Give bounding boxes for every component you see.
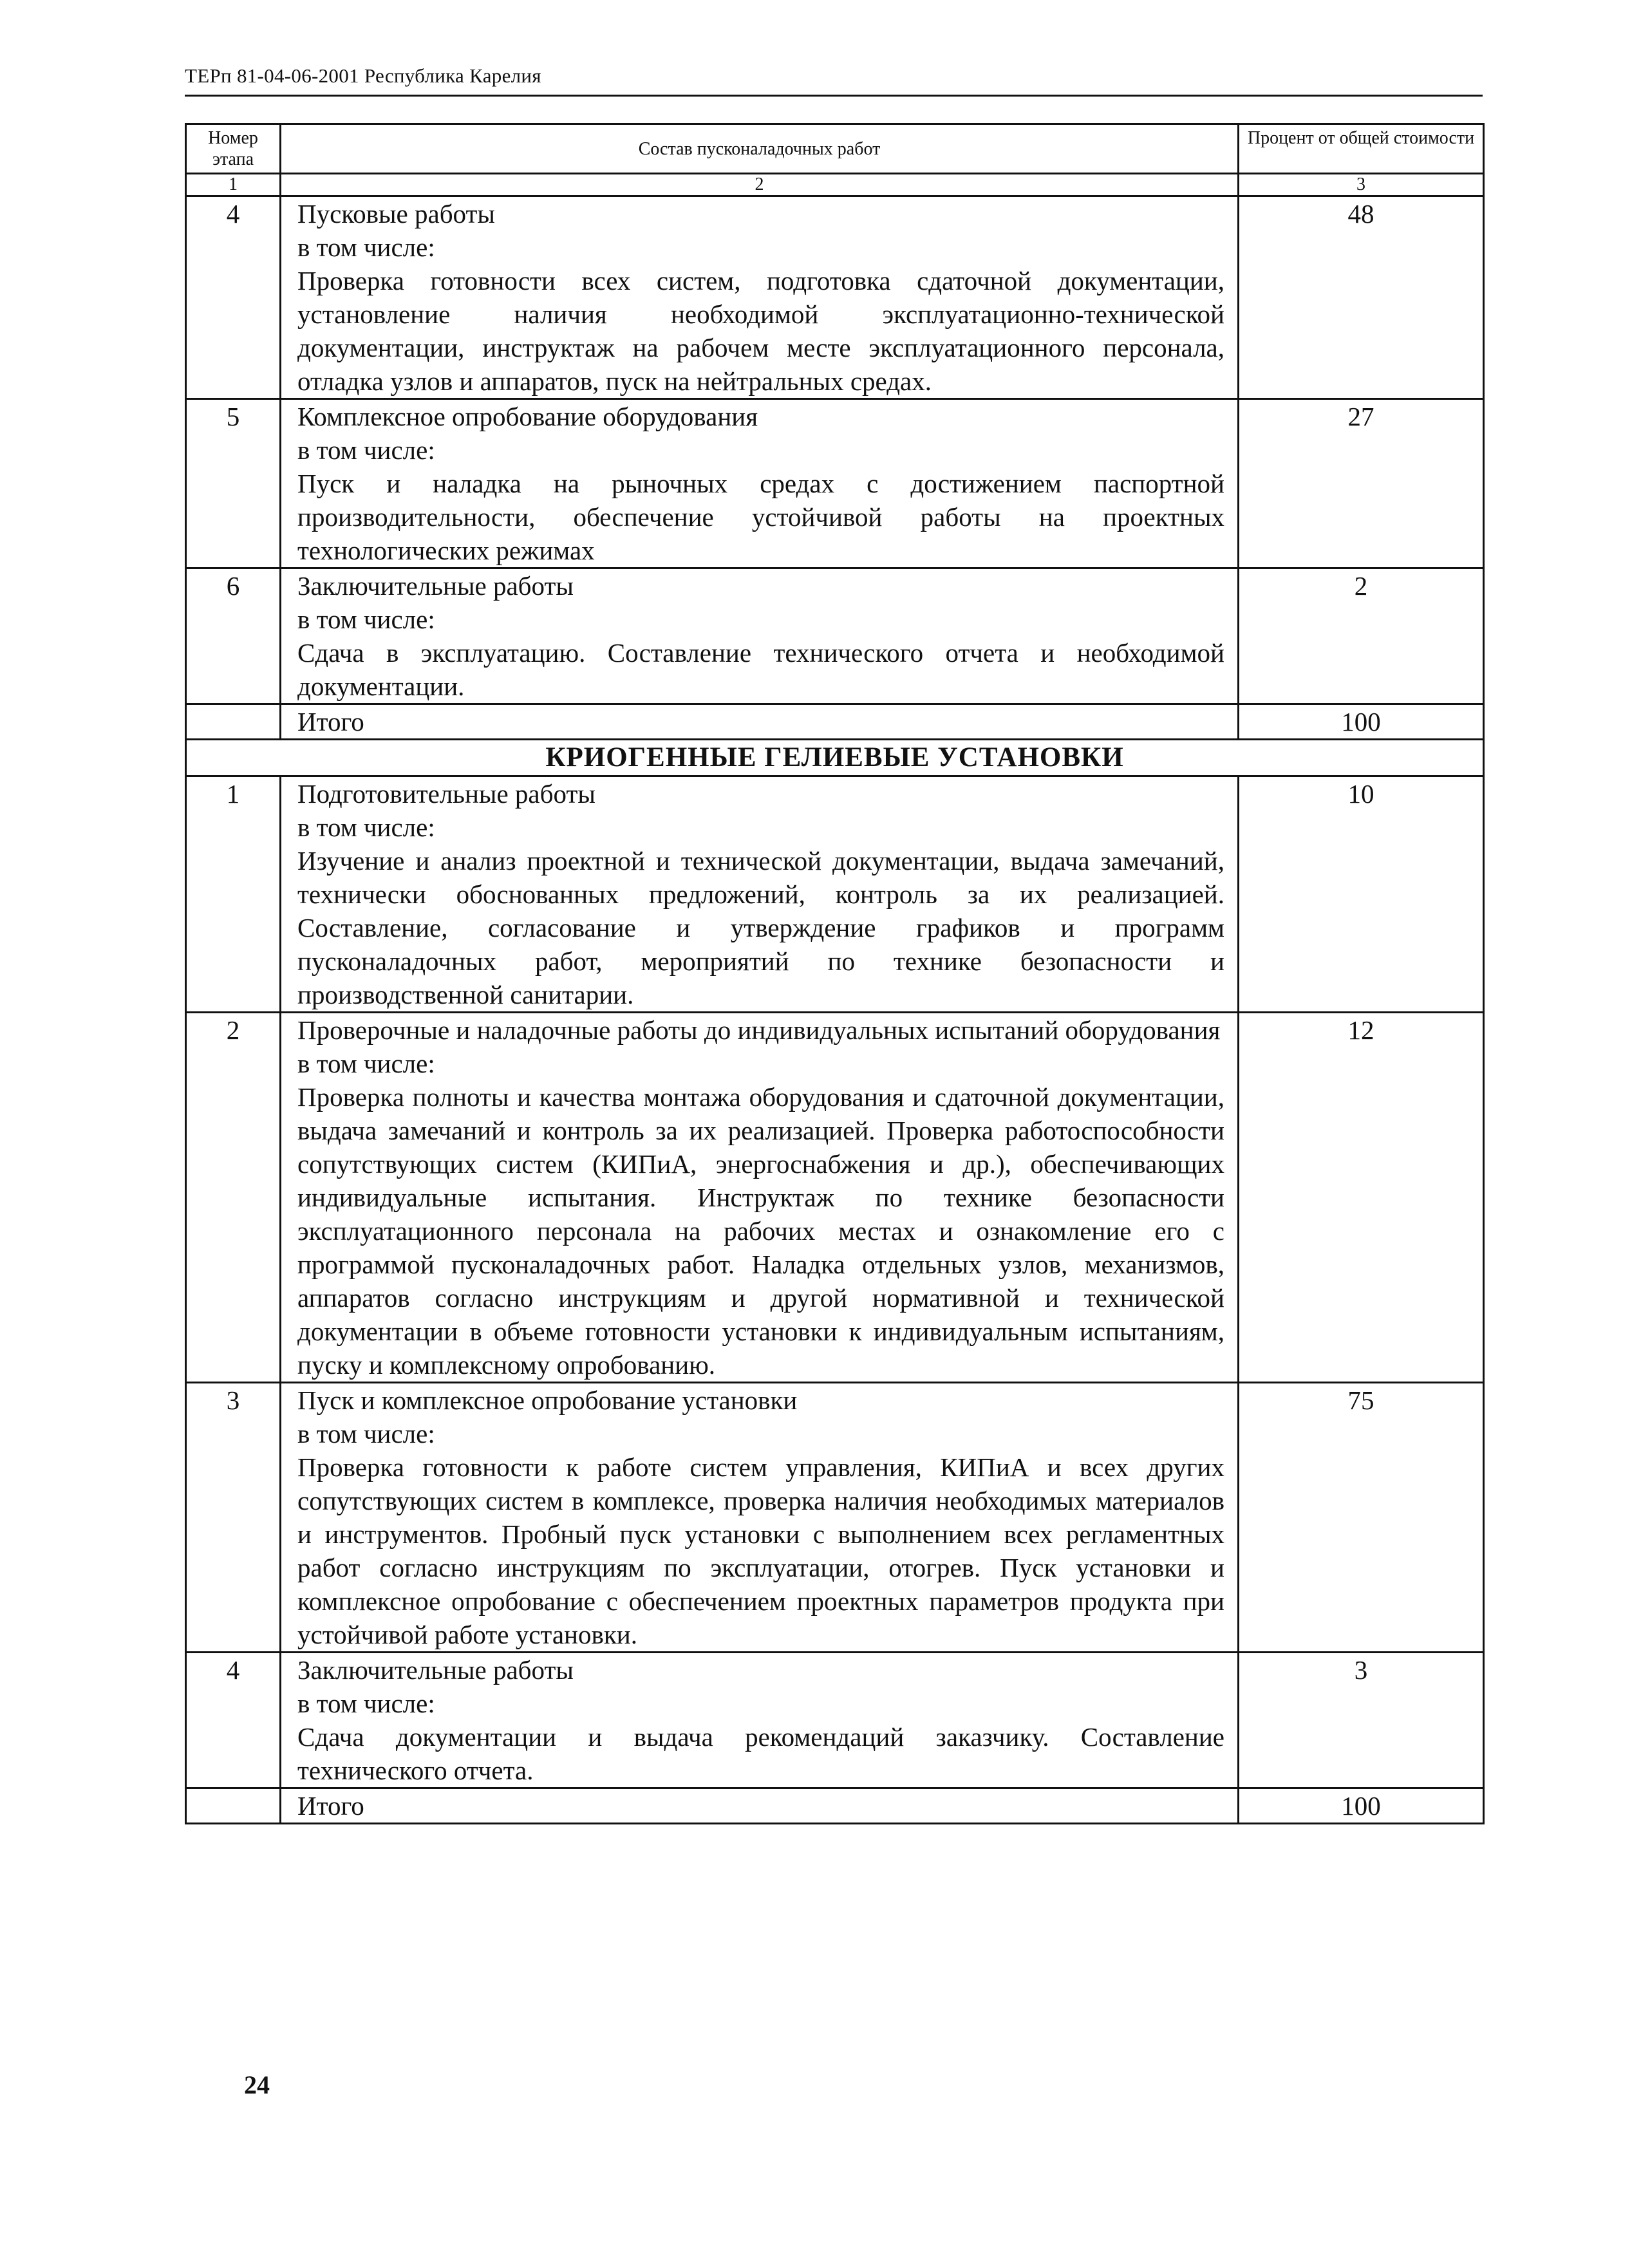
table-row <box>186 568 1484 704</box>
table-row <box>186 1383 1484 1653</box>
stage-title: Подготовительные работы <box>297 779 595 809</box>
stage-description: Сдача в эксплуатацию. Составление технического отчета и необходимой документации. <box>297 638 1224 701</box>
table-row <box>186 196 1484 399</box>
table-row <box>186 776 1484 1013</box>
empty-cell <box>186 1788 281 1824</box>
total-label: Итого <box>281 704 1239 740</box>
section-title: КРИОГЕННЫЕ ГЕЛИЕВЫЕ УСТАНОВКИ <box>186 740 1484 776</box>
column-number: 2 <box>281 174 1239 196</box>
stage-title: Заключительные работы <box>297 571 574 601</box>
stage-number: 2 <box>186 1013 281 1383</box>
stage-subtitle: в том числе: <box>297 1419 435 1448</box>
running-title: ТЕРп 81-04-06-2001 Республика Карелия <box>185 64 541 87</box>
stage-title: Пуск и комплексное опробование установки <box>297 1385 798 1415</box>
stage-subtitle: в том числе: <box>297 1049 435 1078</box>
stage-subtitle: в том числе: <box>297 604 435 634</box>
total-row <box>186 1788 1484 1824</box>
empty-cell <box>186 704 281 740</box>
column-number-row <box>186 174 1484 196</box>
total-row <box>186 704 1484 740</box>
total-percent: 100 <box>1239 704 1484 740</box>
table-row <box>186 399 1484 568</box>
column-number: 1 <box>186 174 281 196</box>
column-header-works: Состав пусконаладочных работ <box>281 124 1239 174</box>
stage-description: Проверка готовности к работе систем управления, КИПиА и всех других сопутствующих систем в комплексе, проверка наличия необходимых материалов и инструментов. Пробный пуск установки с выполнением всех регламентных работ согласно инструкциям по эксплуатации, отогрев. Пуск установки и комплексное опробование с обеспечением проектных параметров продукта при устойчивой работе установки. <box>297 1452 1224 1649</box>
stage-number: 6 <box>186 568 281 704</box>
stage-description: Проверка готовности всех систем, подготовка сдаточной документации, установление наличия необходимой эксплуатационно-технической документации, инструктаж на рабочем месте эксплуатационного персонала, отладка узлов и аппаратов, пуск на нейтральных средах. <box>297 266 1224 396</box>
stage-content <box>281 776 1239 1013</box>
header-rule <box>185 95 1483 97</box>
stage-description: Изучение и анализ проектной и технической документации, выдача замечаний, технически обоснованных предложений, контроль за их реализацией. Составление, согласование и утверждение графиков и программ пусконаладочных работ, мероприятий по технике безопасности и производственной санитарии. <box>297 846 1224 1009</box>
works-table <box>185 123 1485 1824</box>
stage-title: Пусковые работы <box>297 199 495 229</box>
column-header-stage: Номер этапа <box>186 124 281 174</box>
table-row <box>186 1653 1484 1788</box>
section-heading-row <box>186 740 1484 776</box>
stage-number: 4 <box>186 1653 281 1788</box>
table-row <box>186 1013 1484 1383</box>
stage-percent: 75 <box>1239 1383 1484 1653</box>
stage-number: 3 <box>186 1383 281 1653</box>
stage-subtitle: в том числе: <box>297 812 435 842</box>
stage-content <box>281 196 1239 399</box>
total-percent: 100 <box>1239 1788 1484 1824</box>
table-header-row <box>186 124 1484 174</box>
stage-subtitle: в том числе: <box>297 1689 435 1718</box>
page-number: 24 <box>244 2070 270 2099</box>
stage-content <box>281 1653 1239 1788</box>
stage-number: 1 <box>186 776 281 1013</box>
stage-description: Сдача документации и выдача рекомендаций заказчику. Составление технического отчета. <box>297 1722 1224 1785</box>
stage-percent: 12 <box>1239 1013 1484 1383</box>
stage-percent: 2 <box>1239 568 1484 704</box>
stage-content <box>281 1013 1239 1383</box>
stage-description: Пуск и наладка на рыночных средах с достижением паспортной производительности, обеспечение устойчивой работы на проектных технологических режимах <box>297 469 1224 565</box>
stage-subtitle: в том числе: <box>297 232 435 262</box>
stage-content <box>281 1383 1239 1653</box>
stage-content <box>281 399 1239 568</box>
stage-description: Проверка полноты и качества монтажа оборудования и сдаточной документации, выдача замечаний и контроль за их реализацией. Проверка работоспособности сопутствующих систем (КИПиА, энергоснабжения и др.), обеспечивающих индивидуальные испытания. Инструктаж по технике безопасности эксплуатационного персонала на рабочих местах и ознакомление его с программой пусконаладочных работ. Наладка отдельных узлов, механизмов, аппаратов согласно инструкциям и другой нормативной и технической документации в объеме готовности установки к индивидуальным испытаниям, пуску и комплексному опробованию. <box>297 1082 1224 1380</box>
total-label: Итого <box>281 1788 1239 1824</box>
stage-number: 5 <box>186 399 281 568</box>
stage-percent: 10 <box>1239 776 1484 1013</box>
column-number: 3 <box>1239 174 1484 196</box>
stage-percent: 3 <box>1239 1653 1484 1788</box>
stage-percent: 48 <box>1239 196 1484 399</box>
stage-number: 4 <box>186 196 281 399</box>
column-header-percent: Процент от общей стоимости <box>1239 124 1484 174</box>
stage-title: Проверочные и наладочные работы до индивидуальных испытаний оборудования <box>297 1015 1221 1045</box>
stage-subtitle: в том числе: <box>297 435 435 465</box>
stage-percent: 27 <box>1239 399 1484 568</box>
stage-title: Комплексное опробование оборудования <box>297 402 758 431</box>
stage-content <box>281 568 1239 704</box>
stage-title: Заключительные работы <box>297 1655 574 1685</box>
